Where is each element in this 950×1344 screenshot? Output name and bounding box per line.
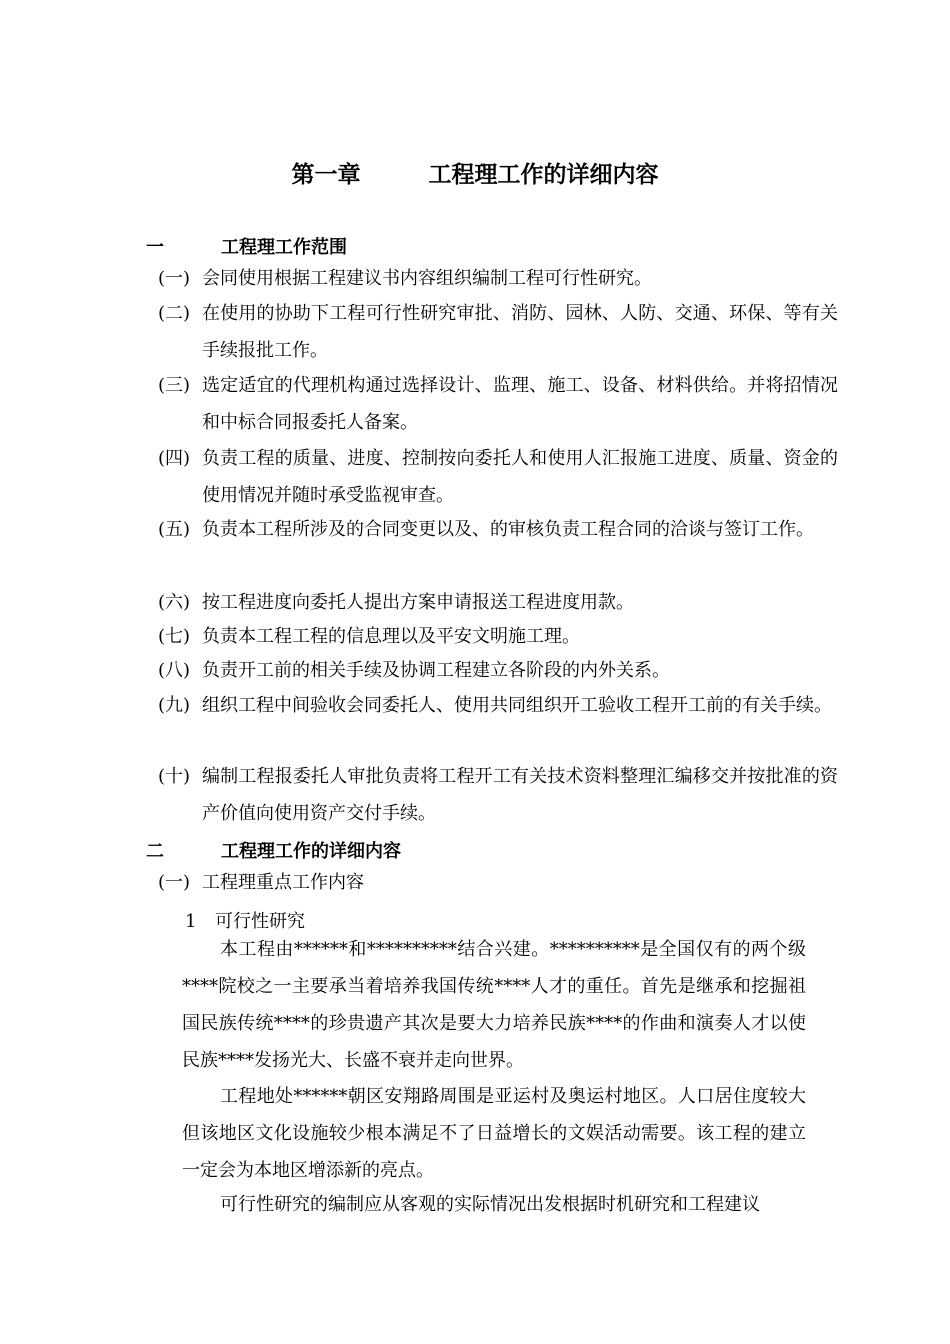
section-number: 二: [146, 841, 164, 862]
list-item-text: 在使用的协助下工程可行性研究审批、消防、园林、人防、交通、环保、等有关手续报批工作。: [202, 303, 838, 361]
list-item: [158, 511, 838, 548]
list-item: [158, 687, 838, 724]
list-item-marker: (一): [158, 268, 191, 289]
list-item: [158, 367, 838, 441]
section-title: 工程理工作的详细内容: [221, 841, 401, 862]
body-paragraph: 可行性研究的编制应从客观的实际情况出发根据时机研究和工程建议: [220, 1194, 760, 1215]
body-paragraph: 工程地处******朝区安翔路周围是亚运村及奥运村地区。人口居住度较大但该地区文化设施较少根本满足不了日益增长的文娱活动需要。该工程的建立一定会为本地区增添新的亮点。: [182, 1086, 806, 1181]
list-item-text: 编制工程报委托人审批负责将工程开工有关技术资料整理汇编移交并按批准的资产价值向使用资产交付手续。: [202, 766, 838, 824]
list-item-marker: (十): [158, 766, 191, 787]
list-item-text: 负责开工前的相关手续及协调工程建立各阶段的内外关系。: [202, 660, 670, 681]
list-item-marker: (六): [158, 592, 191, 613]
list-item: [158, 584, 838, 621]
list-item-text: 组织工程中间验收会同委托人、使用共同组织开工验收工程开工前的有关手续。: [202, 695, 832, 716]
list-item: [158, 652, 838, 689]
section-heading-2: [146, 837, 401, 863]
list-item: [158, 260, 838, 297]
list-item: [158, 295, 838, 369]
chapter-number: 第一章: [291, 161, 361, 188]
list-item-text: 按工程进度向委托人提出方案申请报送工程进度用款。: [202, 592, 634, 613]
list-item-marker: (四): [158, 448, 191, 469]
list-item-marker: (二): [158, 303, 191, 324]
list-item-text: 选定适宜的代理机构通过选择设计、监理、施工、设备、材料供给。并将招情况和中标合同报委托人备案。: [202, 375, 838, 433]
section-number: 一: [146, 237, 164, 258]
section-heading-1: [146, 233, 347, 259]
section-title: 工程理工作范围: [221, 237, 347, 258]
sub-subsection-title: 可行性研究: [215, 911, 305, 932]
list-item-text: 会同使用根据工程建议书内容组织编制工程可行性研究。: [202, 268, 652, 289]
list-item-text: 负责工程的质量、进度、控制按向委托人和使用人汇报施工进度、质量、资金的使用情况并随时承受监视审查。: [202, 448, 838, 506]
subsection-heading: [158, 864, 838, 901]
list-item: [158, 758, 838, 832]
chapter-title: 工程理工作的详细内容: [428, 161, 659, 188]
list-item-marker: (三): [158, 375, 191, 396]
list-item-marker: (五): [158, 519, 191, 540]
list-item-text: 负责本工程所涉及的合同变更以及、的审核负责工程合同的洽谈与签订工作。: [202, 519, 814, 540]
chapter-heading: [0, 156, 950, 189]
list-item-marker: (七): [158, 626, 191, 647]
list-item: [158, 440, 838, 514]
list-item-text: 负责本工程工程的信息理以及平安文明施工理。: [202, 626, 580, 647]
body-paragraph: 本工程由******和**********结合兴建。**********是全国仅有的两个级****院校之一主要承当着培养我国传统****人才的重任。首先是继承和挖掘祖国民族传统****的珍贵遗产其次是要大力培养民族****的作曲和演奏人才以使民族****发扬光大、长盛不衰并走向世界。: [182, 939, 806, 1071]
subsection-title: 工程理重点工作内容: [202, 872, 364, 893]
subsection-marker: (一): [158, 872, 191, 893]
list-item-marker: (八): [158, 660, 191, 681]
list-item-marker: (九): [158, 695, 191, 716]
sub-subsection-number: 1: [185, 911, 197, 932]
list-item: [158, 618, 838, 655]
sub-subsection-heading: [185, 907, 305, 933]
